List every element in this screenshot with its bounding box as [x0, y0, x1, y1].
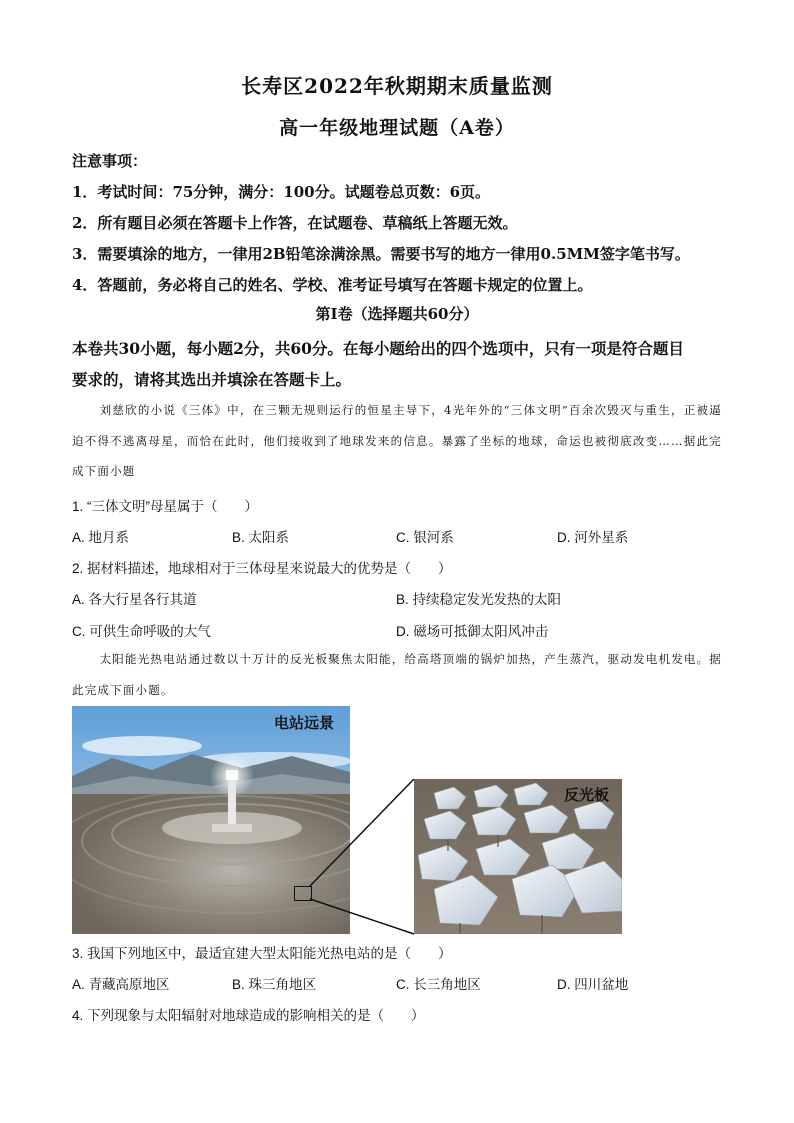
notice-item-1: 1．考试时间：75分钟，满分：100分。试题卷总页数：6页。 — [72, 183, 491, 201]
section-intro-line-2: 要求的，请将其选出并填涂在答题卡上。 — [72, 370, 352, 389]
section-intro-line-1: 本卷共30小题，每小题2分，共60分。在每小题给出的四个选项中，只有一项是符合题目 — [72, 339, 684, 358]
q2-option-c[interactable]: C. 可供生命呼吸的大气 — [72, 624, 211, 639]
q2-option-d[interactable]: D. 磁场可抵御太阳风冲击 — [396, 624, 549, 639]
passage-solar — [72, 644, 722, 705]
q3-option-c[interactable]: C. 长三角地区 — [396, 977, 481, 992]
question-4-stem: 4. 下列现象与太阳辐射对地球造成的影响相关的是（ ） — [72, 1008, 425, 1023]
section-title: 第Ⅰ卷（选择题共60分） — [315, 305, 479, 323]
exam-title: 长寿区2022年秋期期末质量监测 — [241, 74, 553, 98]
q3-option-b[interactable]: B. 珠三角地区 — [232, 977, 317, 992]
q2-option-b[interactable]: B. 持续稳定发光发热的太阳 — [396, 592, 562, 607]
question-3-stem: 3. 我国下列地区中，最适宜建大型太阳能光热电站的是（ ） — [72, 946, 452, 961]
passage-santi-text: 刘慈欣的小说《三体》中，在三颗无规则运行的恒星主导下，4光年外的“三体文明”百余次毁灭与重生，正被逼迫不得不逃离母星，而恰在此时，他们接收到了地球发来的信息。暴露了坐标的地球，命运也被彻底改变……据此完成下面小题 — [72, 403, 722, 478]
passage-solar-text: 太阳能光热电站通过数以十万计的反光板聚焦太阳能，给高塔顶端的锅炉加热，产生蒸汽，驱动发电机发电。据此完成下面小题。 — [72, 652, 722, 697]
q1-option-a[interactable]: A. 地月系 — [72, 530, 130, 545]
notice-heading: 注意事项： — [72, 152, 148, 170]
solar-station-figure — [72, 706, 632, 936]
question-1-stem: 1. “三体文明”母星属于（ ） — [72, 499, 259, 514]
exam-subtitle: 高一年级地理试题（A卷） — [279, 117, 515, 139]
q1-option-d[interactable]: D. 河外星系 — [557, 530, 629, 545]
question-2-stem: 2. 据材料描述，地球相对于三体母星来说最大的优势是（ ） — [72, 561, 452, 576]
panorama-label: 电站远景 — [274, 714, 335, 732]
q1-option-c[interactable]: C. 银河系 — [396, 530, 454, 545]
q1-option-b[interactable]: B. 太阳系 — [232, 530, 290, 545]
q3-option-a[interactable]: A. 青藏高原地区 — [72, 977, 170, 992]
q3-option-d[interactable]: D. 四川盆地 — [557, 977, 629, 992]
notice-item-2: 2．所有题目必须在答题卡上作答，在试题卷、草稿纸上答题无效。 — [72, 214, 518, 232]
notice-item-3: 3．需要填涂的地方，一律用2B铅笔涂满涂黑。需要书写的地方一律用0.5MM签字笔书写。 — [72, 245, 690, 263]
passage-santi — [72, 395, 722, 487]
q2-option-a[interactable]: A. 各大行星各行其道 — [72, 592, 197, 607]
mirror-label: 反光板 — [564, 786, 610, 804]
notice-item-4: 4．答题前，务必将自己的姓名、学校、准考证号填写在答题卡规定的位置上。 — [72, 276, 593, 294]
